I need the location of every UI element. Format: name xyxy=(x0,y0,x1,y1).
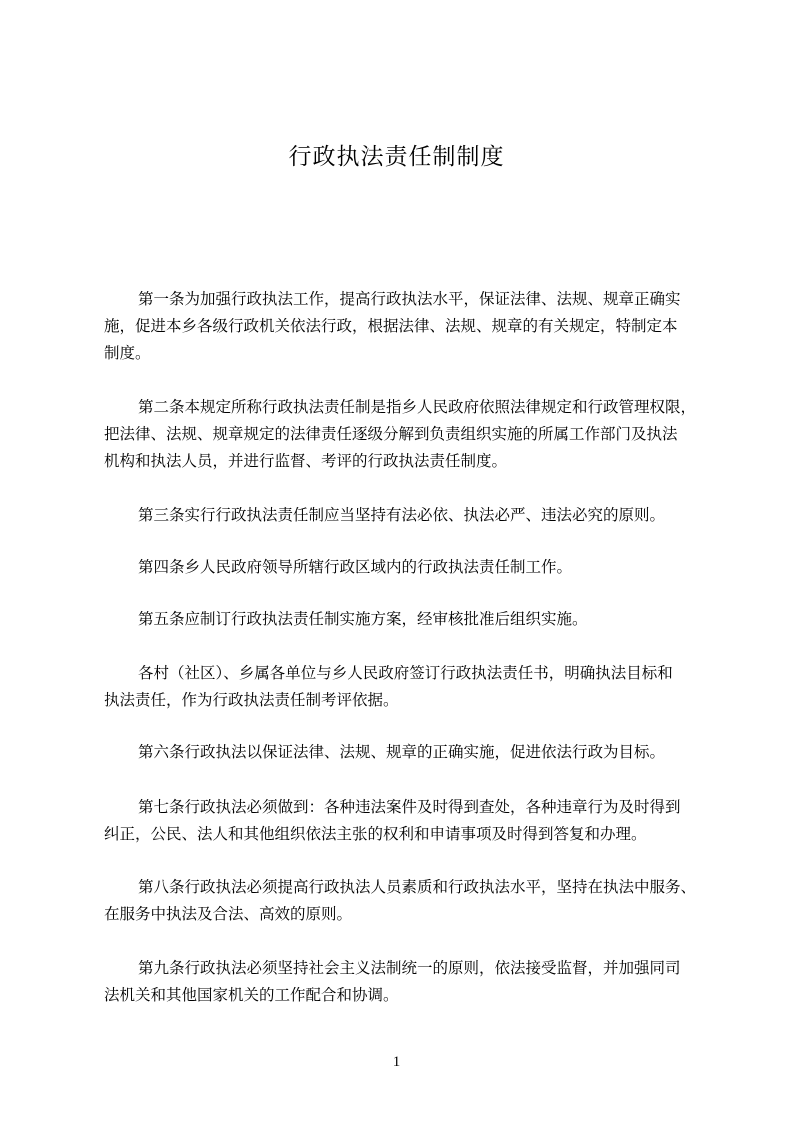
paragraph-article-5 xyxy=(104,606,716,633)
paragraph-line: 各村（社区）、乡属各单位与乡人民政府签订行政执法责任书，明确执法目标和 xyxy=(138,664,673,682)
paragraph-article-5-supplement xyxy=(104,660,716,714)
paragraph-article-4 xyxy=(104,554,716,581)
document-body-block xyxy=(104,874,716,928)
paragraph-line: 第三条实行行政执法责任制应当坚持有法必依、执法必严、违法必究的原则。 xyxy=(138,506,666,524)
paragraph-line: 第八条行政执法必须提高行政执法人员素质和行政执法水平，坚持在执法中服务、 xyxy=(138,878,697,896)
document-title: 行政执法责任制制度 xyxy=(288,144,505,170)
paragraph-article-6 xyxy=(104,739,716,766)
paragraph-line: 第九条行政执法必须坚持社会主义法制统一的原则，依法接受监督，并加强同司 xyxy=(138,959,681,977)
paragraph-line: 制度。 xyxy=(104,344,151,362)
document-body-block xyxy=(104,794,716,848)
document-body-block xyxy=(104,606,716,633)
document-body-block xyxy=(104,554,716,581)
paragraph-line: 第二条本规定所称行政执法责任制是指乡人民政府依照法律规定和行政管理权限， xyxy=(138,398,697,416)
paragraph-line: 机构和执法人员，并进行监督、考评的行政执法责任制度。 xyxy=(104,452,508,470)
paragraph-article-3 xyxy=(104,502,716,529)
paragraph-line: 第七条行政执法必须做到：各种违法案件及时得到查处，各种违章行为及时得到 xyxy=(138,798,681,816)
paragraph-line: 第五条应制订行政执法责任制实施方案，经审核批准后组织实施。 xyxy=(138,610,588,628)
document-body-block xyxy=(104,394,716,475)
paragraph-line: 第四条乡人民政府领导所辖行政区域内的行政执法责任制工作。 xyxy=(138,558,573,576)
paragraph-line: 第六条行政执法以保证法律、法规、规章的正确实施，促进依法行政为目标。 xyxy=(138,743,666,761)
paragraph-article-2 xyxy=(104,394,716,475)
paragraph-line: 纠正，公民、法人和其他组织依法主张的权利和申请事项及时得到答复和办理。 xyxy=(104,825,647,843)
paragraph-article-9 xyxy=(104,955,716,1009)
paragraph-line: 把法律、法规、规章规定的法律责任逐级分解到负责组织实施的所属工作部门及执法 xyxy=(104,425,678,443)
paragraph-line: 施，促进本乡各级行政机关依法行政，根据法律、法规、规章的有关规定，特制定本 xyxy=(104,317,678,335)
paragraph-line: 法机关和其他国家机关的工作配合和协调。 xyxy=(104,986,399,1004)
paragraph-line: 第一条为加强行政执法工作，提高行政执法水平，保证法律、法规、规章正确实 xyxy=(138,290,681,308)
paragraph-line: 执法责任，作为行政执法责任制考评依据。 xyxy=(104,691,399,709)
document-body-block xyxy=(104,502,716,529)
paragraph-line: 在服务中执法及合法、高效的原则。 xyxy=(104,905,353,923)
paragraph-article-1 xyxy=(104,286,716,367)
document-body-block xyxy=(104,955,716,1009)
document-body xyxy=(104,286,716,367)
page-number: 1 xyxy=(392,1054,401,1070)
paragraph-article-7 xyxy=(104,794,716,848)
paragraph-article-8 xyxy=(104,874,716,928)
document-body-block xyxy=(104,739,716,766)
document-body-block xyxy=(104,660,716,714)
